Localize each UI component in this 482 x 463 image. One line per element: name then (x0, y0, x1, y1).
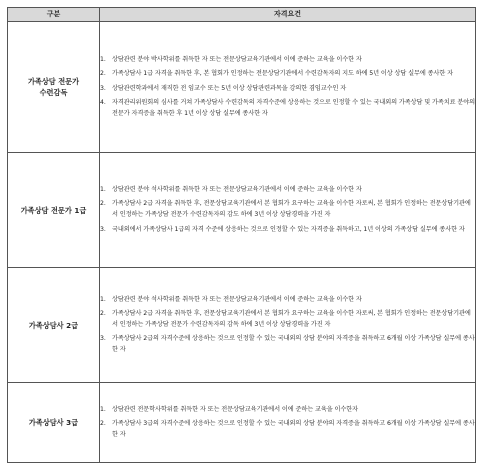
header-requirements: 자격요건 (100, 8, 476, 22)
requirement-text: 가족상담사 1급 자격을 취득한 후, 본 협회가 인정하는 전문상담기관에서 수련감독자의 지도 하에 5년 이상 상담 실무에 종사한 자 (112, 70, 454, 78)
requirement-number: 2. (100, 310, 106, 318)
table-row (8, 383, 476, 463)
requirement-item (100, 295, 475, 306)
requirement-item (100, 225, 475, 236)
requirements-list (100, 295, 475, 356)
grade-cell (8, 268, 100, 383)
requirement-text: 가족상담사 2급 자격을 취득한 후, 전문상담교육기관에서 본 협회가 요구하는 교육을 이수한 자로써, 본 협회가 인정하는 전문상담기관에서 인정하는 가족상담 전문가 수련감독자의 감도 하에 3년 이상 상담경력을 가진 자 (112, 200, 471, 218)
grade-label: 가족상담사 3급 (28, 418, 79, 427)
requirement-number: 1. (100, 185, 106, 193)
grade-label: 가족상담 전문가 수련감독 (27, 77, 80, 97)
grade-cell (8, 153, 100, 268)
table-row (8, 153, 476, 268)
table-row (8, 22, 476, 153)
requirement-text: 국내외에서 가족상담사 1급의 자격 수준에 상응하는 것으로 인정할 수 있는 자격증을 취득하고, 1년 이상의 가족상담 실무에 종사한 자 (112, 225, 465, 233)
requirement-item (100, 185, 475, 196)
requirement-text: 상담관련학과에서 재직한 전 임교수 또는 5년 이상 상담관련과목을 강의한 겸임교수인 자 (112, 84, 347, 92)
requirement-text: 가족상담사 2급 자격을 취득한 후, 전문상담교육기관에서 본 협회가 요구하는 교육을 이수한 자로써, 본 협회가 인정하는 전문상담기관에서 인정하는 가족상담 전문가 수련감독자의 감독 하에 3년 이상 상담경력을 가진 자 (112, 310, 471, 328)
table-header (8, 8, 476, 22)
requirement-number: 3. (100, 84, 106, 92)
requirement-text: 가족상담사 3급의 자격수준에 상응하는 것으로 인정할 수 있는 국내외의 상담 분야의 자격증을 취득하고 6개월 이상 가족상담 실무에 종사한 자 (112, 420, 475, 438)
requirements-list (100, 55, 475, 120)
requirement-text: 상담관련 분야 석사학위를 취득한 자 또는 전문상담교육기관에서 이에 준하는 교육을 이수한 자 (112, 295, 362, 303)
requirement-text: 상담관련 분야 석사학위를 취득한 자 또는 전문상담교육기관에서 이에 준하는 교육을 이수한 자 (112, 185, 362, 193)
requirements-cell (100, 153, 476, 268)
requirements-list (100, 405, 475, 441)
requirement-text: 상담관련 전문학사학위를 취득한 자 또는 전문상담교육기관에서 이에 준하는 교육을 이수한자 (112, 405, 359, 413)
requirement-item (100, 419, 475, 440)
grade-label: 가족상담 전문가 1급 (20, 205, 87, 215)
requirement-number: 2. (100, 200, 106, 208)
requirement-number: 3. (100, 225, 106, 233)
header-category: 구분 (8, 8, 100, 22)
header-row (8, 8, 476, 22)
requirements-cell (100, 383, 476, 463)
requirement-number: 4. (100, 99, 106, 107)
requirement-item (100, 55, 475, 66)
requirements-cell (100, 268, 476, 383)
grade-label: 가족상담사 2급 (28, 320, 79, 330)
requirement-number: 3. (100, 335, 106, 343)
requirement-number: 2. (100, 70, 106, 78)
qualification-table (7, 7, 476, 463)
requirement-text: 가족상담사 2급의 자격수준에 상응하는 것으로 인정할 수 있는 국내외의 상담 분야의 자격증을 취득하고 6개월 이상 가족상담 실무에 종사한 자 (112, 335, 475, 353)
requirements-list (100, 185, 475, 235)
requirement-item (100, 405, 475, 416)
table-body (8, 22, 476, 463)
requirement-item (100, 199, 475, 220)
requirement-item (100, 84, 475, 95)
requirement-item (100, 309, 475, 330)
table-row (8, 268, 476, 383)
requirement-text: 상담관련 분야 박사학위를 취득한 자 또는 전문상담교육기관에서 이에 준하는 교육을 이수한 자 (112, 55, 362, 63)
requirement-number: 1. (100, 295, 106, 303)
requirement-item (100, 98, 475, 119)
grade-cell (8, 22, 100, 153)
requirements-cell (100, 22, 476, 153)
grade-cell (8, 383, 100, 463)
requirement-number: 1. (100, 55, 106, 63)
requirement-item (100, 334, 475, 355)
requirement-number: 1. (100, 405, 106, 413)
requirement-item (100, 69, 475, 80)
requirement-text: 자격관리위원회의 심사를 거쳐 가족상담사 수련감독의 자격수준에 상응하는 것으로 인정할 수 있는 국내외의 가족상담 및 가족치료 분야의 전문가 자격증을 취득한 후 1년 이상 상담 실무에 종사한 자 (112, 99, 475, 117)
requirement-number: 2. (100, 420, 106, 428)
